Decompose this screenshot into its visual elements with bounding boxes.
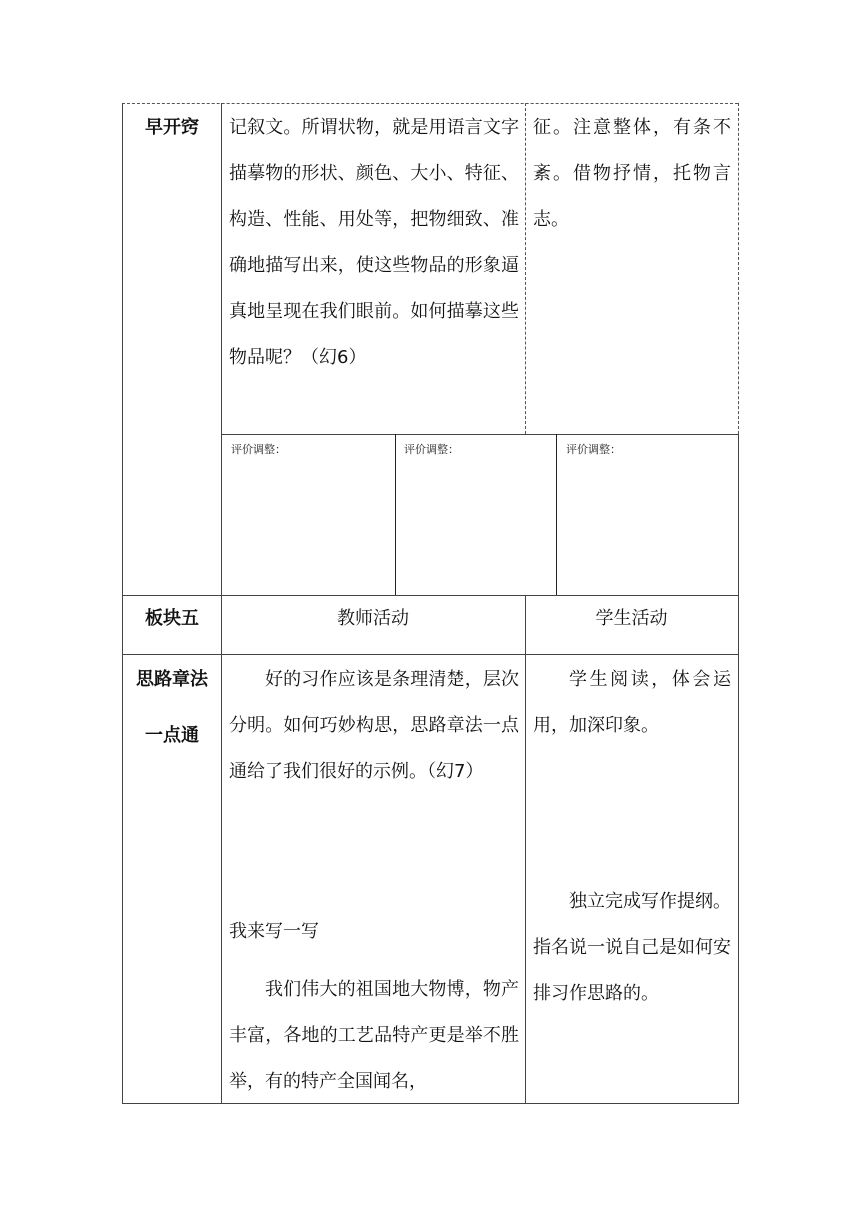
section4-teacher-text: 记叙文。所谓状物，就是用语言文字描摹物的形状、颜色、大小、特征、构造、性能、用处等，把物细致、准确地描写出来，使这些物品的形象逼真地呈现在我们眼前。如何描摹这些物品呢？（幻6）: [229, 117, 519, 368]
section5-teacher-para1: 好的习作应该是条理清楚，层次分明。如何巧妙构思，思路章法一点通给了我们很好的示例。（幻7）: [229, 669, 519, 782]
eval-divider-2: [556, 434, 557, 595]
eval-label-2: 评价调整：: [404, 443, 459, 456]
section5-student-para1: 学生阅读，体会运用，加深印象。: [533, 669, 731, 736]
section5-header-label: 板块五: [145, 608, 199, 629]
eval-row-top-border: [221, 434, 738, 435]
section5-middle-border: [525, 595, 526, 1104]
section5-teacher-para2: 我们伟大的祖国地大物博，物产丰富，各地的工艺品特产更是举不胜举，有的特产全国闻名，: [229, 979, 519, 1092]
section4-student-text: 征。注意整体，有条不紊。借物抒情，托物言志。: [533, 117, 731, 230]
table-right-border-upper: [738, 103, 739, 434]
student-activity-header: 学生活动: [595, 608, 668, 629]
section5-student-para2: 独立完成写作提纲。指名说一说自己是如何安排习作思路的。: [533, 891, 731, 1004]
eval-label-3: 评价调整：: [566, 443, 621, 456]
section5-label: [122, 652, 222, 764]
table-right-border-lower: [738, 434, 739, 1104]
eval-divider-1: [395, 434, 396, 595]
section5-teacher-heading: 我来写一写: [229, 921, 319, 942]
eval-label-1: 评价调整：: [231, 443, 286, 456]
section5-label-line1: 思路章法: [136, 669, 208, 690]
section4-label: 早开窍: [145, 117, 199, 138]
section4-middle-border: [525, 103, 526, 434]
section5-label-line2: 一点通: [145, 725, 199, 746]
teacher-activity-header: 教师活动: [337, 608, 409, 629]
